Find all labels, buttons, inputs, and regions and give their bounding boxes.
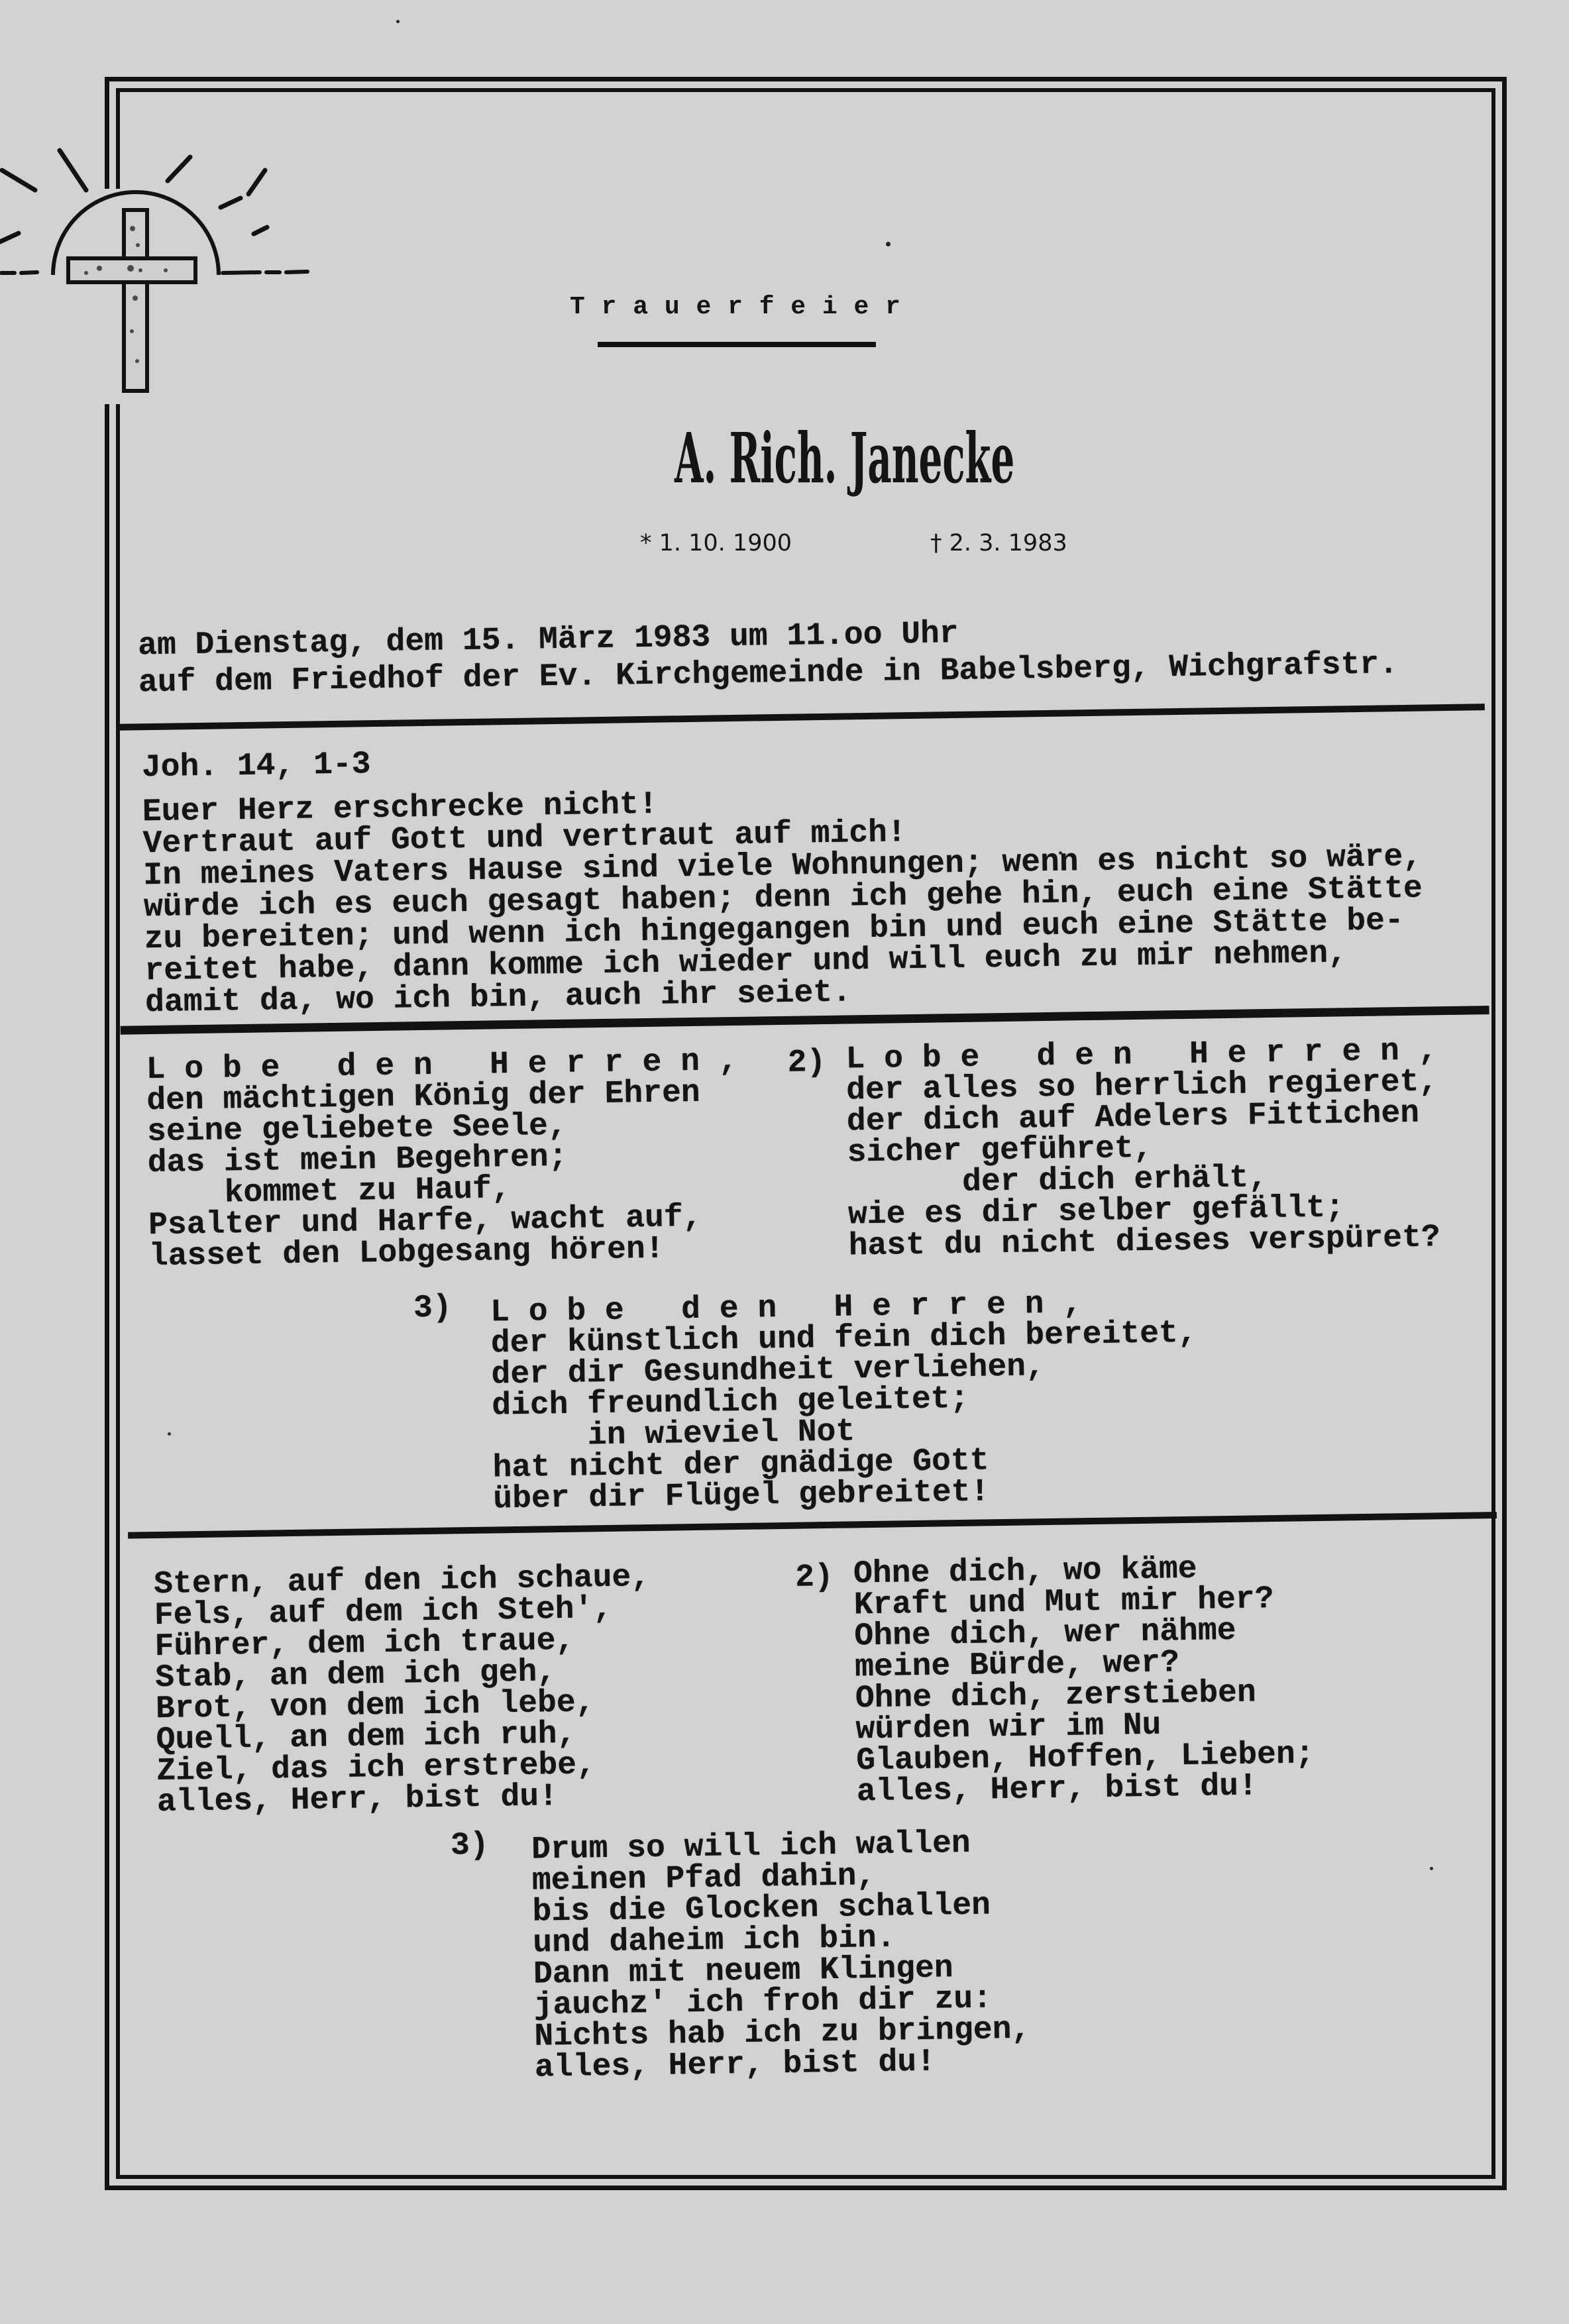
hymn2-verse2-number: 2): [794, 1559, 834, 1596]
scan-speck: [396, 20, 400, 23]
hymn2-verse1: Stern, auf den ich schaue, Fels, auf dem ich Steh', Führer, dem ich traue, Stab, an dem ich geh, Brot, von dem ich lebe, Quell, an dem ich ruh, Ziel, das ich erstrebe, alles, Herr, bist du!: [153, 1559, 651, 1821]
hymn1-verse1: L o b e d e n H e r r e n , den mächtigen König der Ehren seine geliebete Seele, das ist mein Begehren; kommet zu Hauf, Psalter und Harfe, wacht auf, lasset den Lobgesang hören!: [146, 1043, 738, 1275]
hymn2-verse2: Ohne dich, wo käme Kraft und Mut mir her? Ohne dich, wer nähme meine Bürde, wer? Ohne dich, zerstieben würden wir im Nu Glauben, Hoffen, Lieben; alles, Herr, bist du!: [853, 1551, 1315, 1811]
birth-date: * 1. 10. 1900: [640, 530, 792, 556]
hymn1-verse3-number: 3): [413, 1290, 453, 1327]
death-date: † 2. 3. 1983: [930, 530, 1067, 556]
page-title: T r a u e r f e i e r: [570, 293, 901, 321]
hymn2-verse3-number: 3): [450, 1827, 490, 1864]
scripture-reference: Joh. 14, 1-3: [141, 747, 371, 786]
hymn2-verse3: Drum so will ich wallen meinen Pfad dahin, bis die Glocken schallen und daheim ich bin. Dann mit neuem Klingen jauchz' ich froh dir zu: Nichts hab ich zu bringen, alles, Herr, bist du!: [531, 1825, 1031, 2086]
deceased-name: A. Rich. Janecke: [675, 417, 1015, 499]
separator-line: [116, 704, 1485, 731]
hymn1-verse3: L o b e d e n H e r r e n , der künstlich und fein dich bereitet, der dir Gesundheit verliehen, dich freundlich geleitet; in wieviel Not hat nicht der gnädige Gott über dir Flügel gebreitet!: [490, 1286, 1197, 1518]
separator-line: [128, 1512, 1497, 1539]
hymn1-verse2-number: 2): [787, 1044, 826, 1081]
scripture-text: Euer Herz erschrecke nicht! Vertraut auf Gott und vertraut auf mich! In meines Vaters Hause sind viele Wohnungen; wenn es nicht so wäre, würde ich es euch gesagt haben; denn ich gehe hin, euch eine Stätte zu bereiten; und wenn ich hingegangen bin und euch eine Stätte be- reitet habe, dann komme ich wieder und will euch zu mir nehmen, damit da, wo ich bin, auch ihr seiet.: [142, 786, 1423, 1022]
event-details: am Dienstag, dem 15. März 1983 um 11.oo Uhr auf dem Friedhof der Ev. Kirchgemeinde in Babelsberg, Wichgrafstr.: [137, 615, 1399, 702]
hymn1-verse2: L o b e d e n H e r r e n , der alles so herrlich regieret, der dich auf Adelers Fittichen sicher geführet, der dich erhält, wie es dir selber gefällt; hast du nicht dieses verspüret?: [845, 1033, 1441, 1265]
